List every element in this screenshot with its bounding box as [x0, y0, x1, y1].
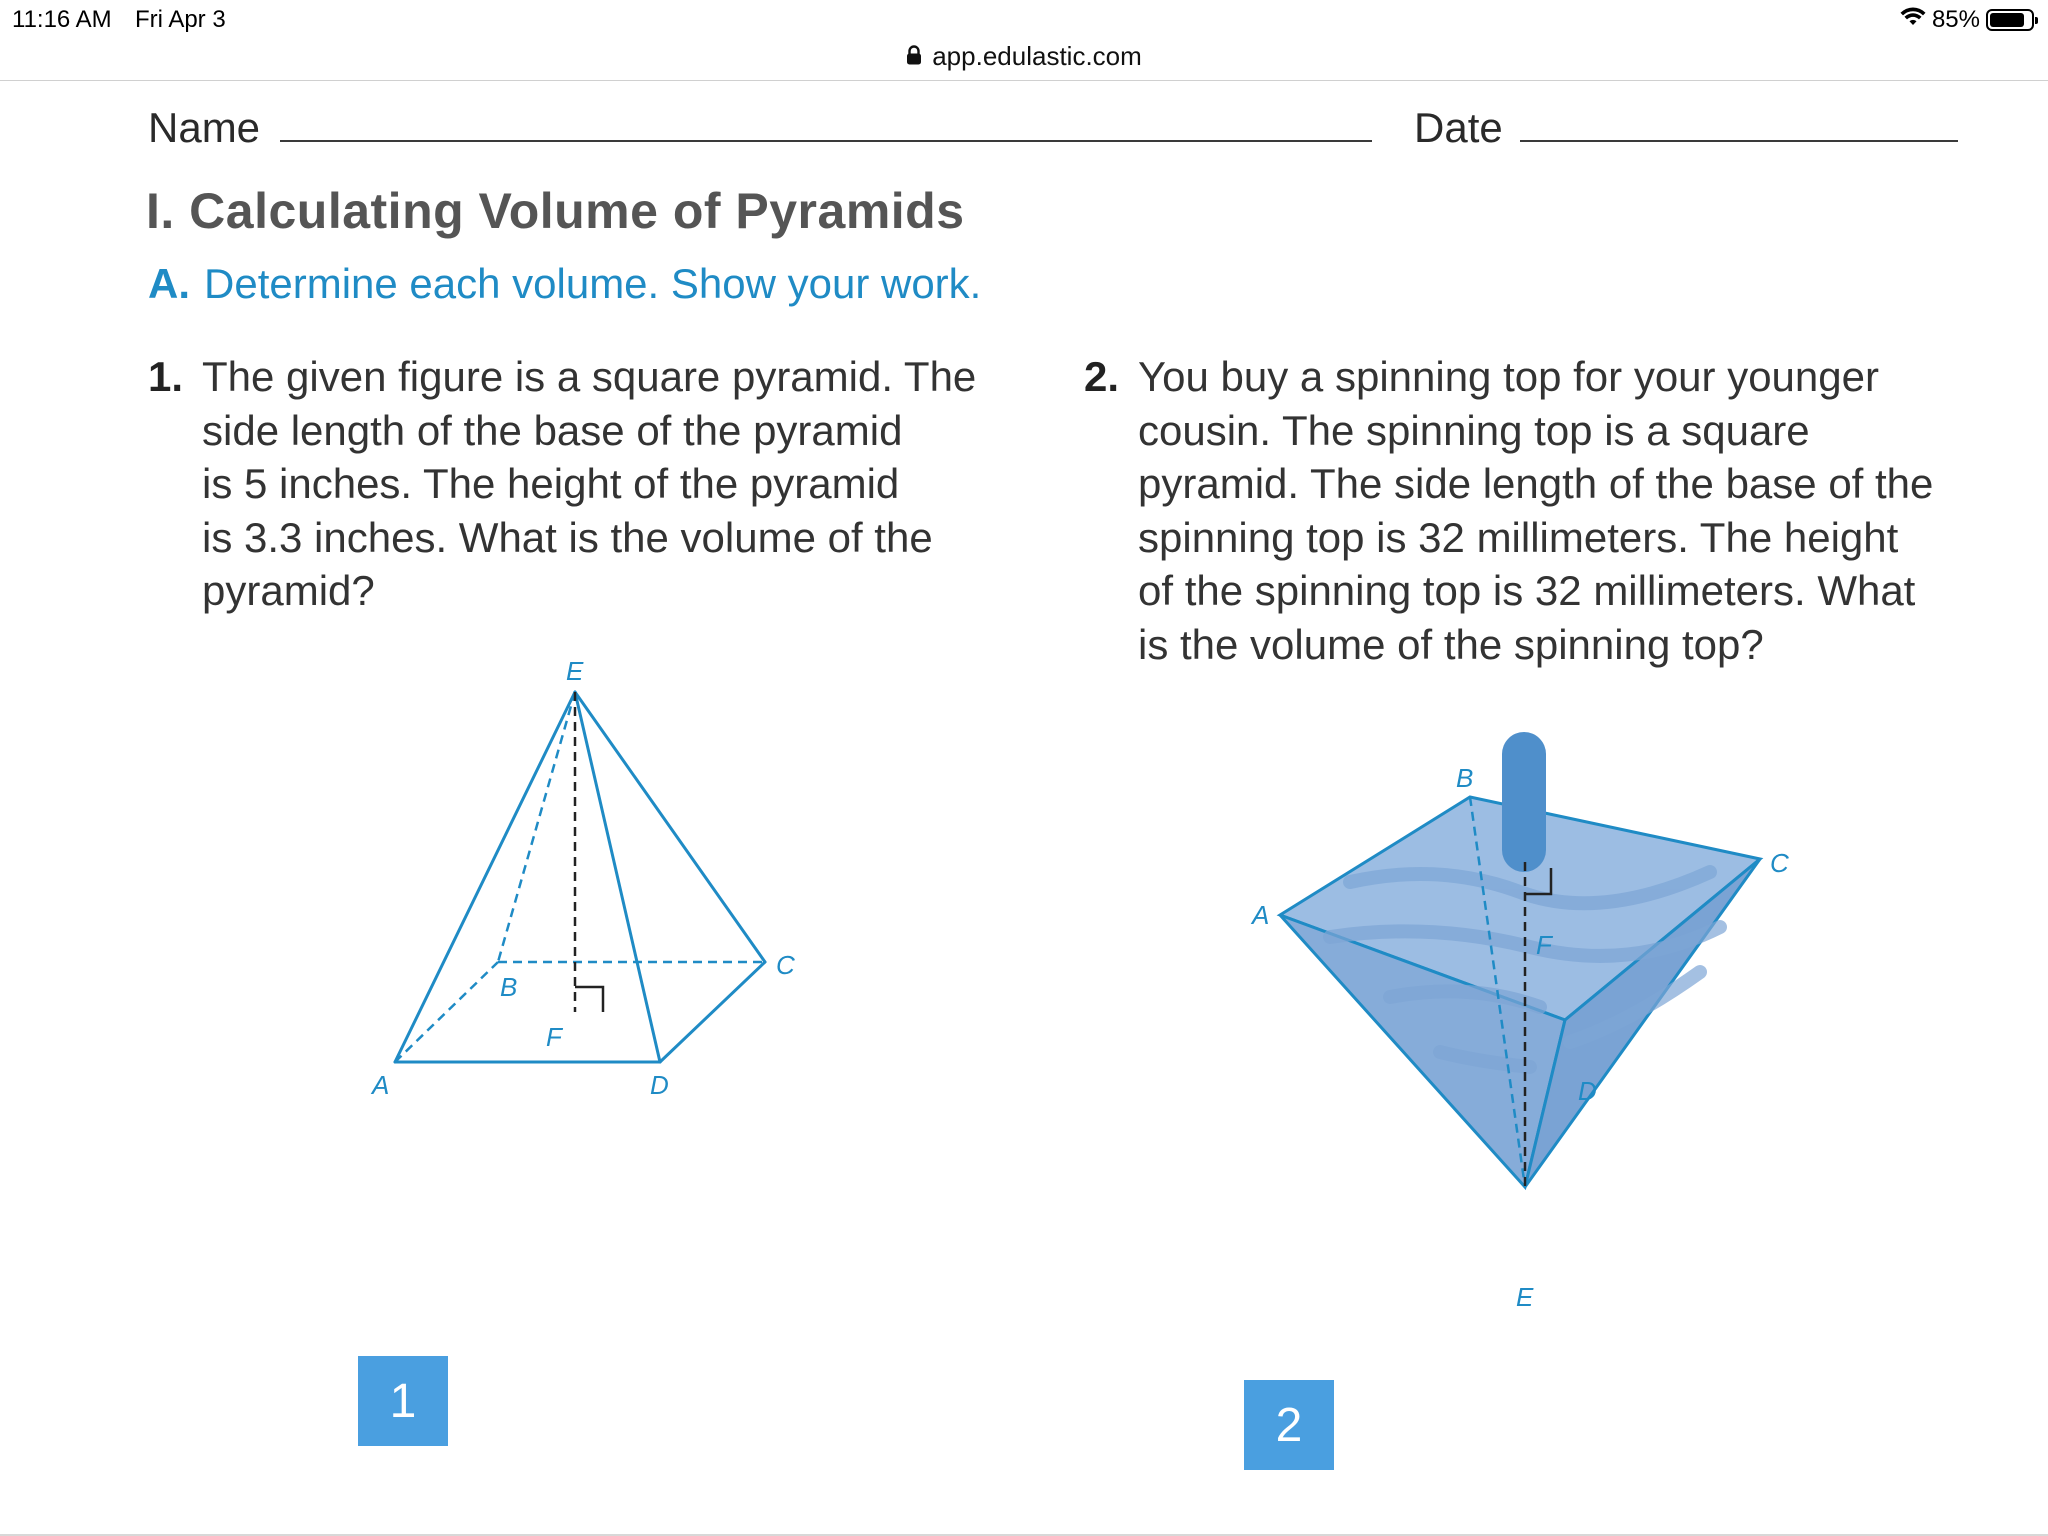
vertex-label-E: E [566, 656, 584, 686]
battery-icon [1986, 9, 2034, 31]
status-date: Fri Apr 3 [135, 6, 226, 33]
address-bar[interactable] [0, 34, 2048, 78]
vertex-label-A: A [372, 1070, 390, 1100]
vertex-label-B: B [500, 972, 518, 1002]
section-title: I. Calculating Volume of Pyramids [146, 183, 965, 239]
vertex-label-E: E [1516, 1282, 1534, 1312]
problem-line: The given figure is a square pyramid. The [202, 353, 977, 400]
browser-divider [0, 80, 2048, 81]
spinning-top-handle [1502, 732, 1546, 872]
vertex-label-B: B [1456, 763, 1474, 793]
problem-line: is 3.3 inches. What is the volume of the [202, 513, 933, 561]
worksheet-page [0, 82, 2048, 1532]
problem-line: is 5 inches. The height of the pyramid [202, 460, 900, 507]
vertex-label-D: D [650, 1070, 669, 1100]
problem-line: cousin. The spinning top is a square [1138, 406, 1810, 454]
problem-line: pyramid. The side length of the base of the [1138, 460, 1934, 507]
wifi-icon [1900, 6, 1926, 34]
vertex-label-F: F [546, 1022, 562, 1052]
problem-number: 1. [148, 353, 184, 400]
edge-EC [575, 692, 765, 962]
vertex-label-D: D [1578, 1076, 1597, 1106]
name-field-line [280, 140, 1372, 142]
edge-ED [575, 692, 660, 1062]
problem-text [148, 350, 1028, 618]
name-label: Name [148, 104, 261, 151]
problem-2 [1084, 350, 1984, 671]
url-text[interactable]: app.edulastic.com [932, 40, 1142, 71]
vertex-label-C: C [776, 950, 795, 980]
battery-percent: 85% [1931, 6, 1980, 33]
instruction-label: A. [148, 260, 190, 307]
instruction-text: Determine each volume. Show your work. [204, 260, 982, 307]
problem-number: 2. [1084, 353, 1120, 400]
status-indicators [1900, 4, 2034, 36]
edge-EA [395, 692, 575, 1062]
lock-icon [906, 41, 922, 72]
problem-text [1084, 350, 1984, 671]
problem-line: You buy a spinning top for your younger [1138, 353, 1879, 400]
question-1-button[interactable]: 1 [358, 1356, 448, 1446]
problem-1 [148, 350, 1028, 618]
problem-line: side length of the base of the pyramid [202, 406, 903, 454]
problem-line: is the volume of the spinning top? [1138, 620, 1764, 668]
edge-DC [660, 962, 765, 1062]
problem-line: pyramid? [202, 567, 375, 614]
right-angle-mark [575, 987, 603, 1012]
problem-line: spinning top is 32 millimeters. The height [1138, 513, 1899, 561]
pyramid-figure-1 [360, 642, 820, 1107]
problem-line: of the spinning top is 32 millimeters. What [1138, 567, 1916, 614]
edge-AB-hidden [395, 962, 498, 1062]
vertex-label-A: A [1252, 900, 1270, 930]
spinning-top-diagram-2 [1240, 722, 1800, 1312]
spinning-top-figure-2 [1240, 722, 1800, 1312]
instruction [148, 260, 981, 308]
question-2-button[interactable]: 2 [1244, 1380, 1334, 1470]
status-time: 11:16 AM [12, 6, 112, 33]
pyramid-diagram-1 [360, 642, 820, 1102]
vertex-label-C: C [1770, 848, 1789, 878]
battery-level [1990, 13, 2024, 27]
vertex-label-F: F [1536, 930, 1552, 960]
date-label: Date [1414, 104, 1503, 151]
date-field-line [1520, 140, 1958, 142]
